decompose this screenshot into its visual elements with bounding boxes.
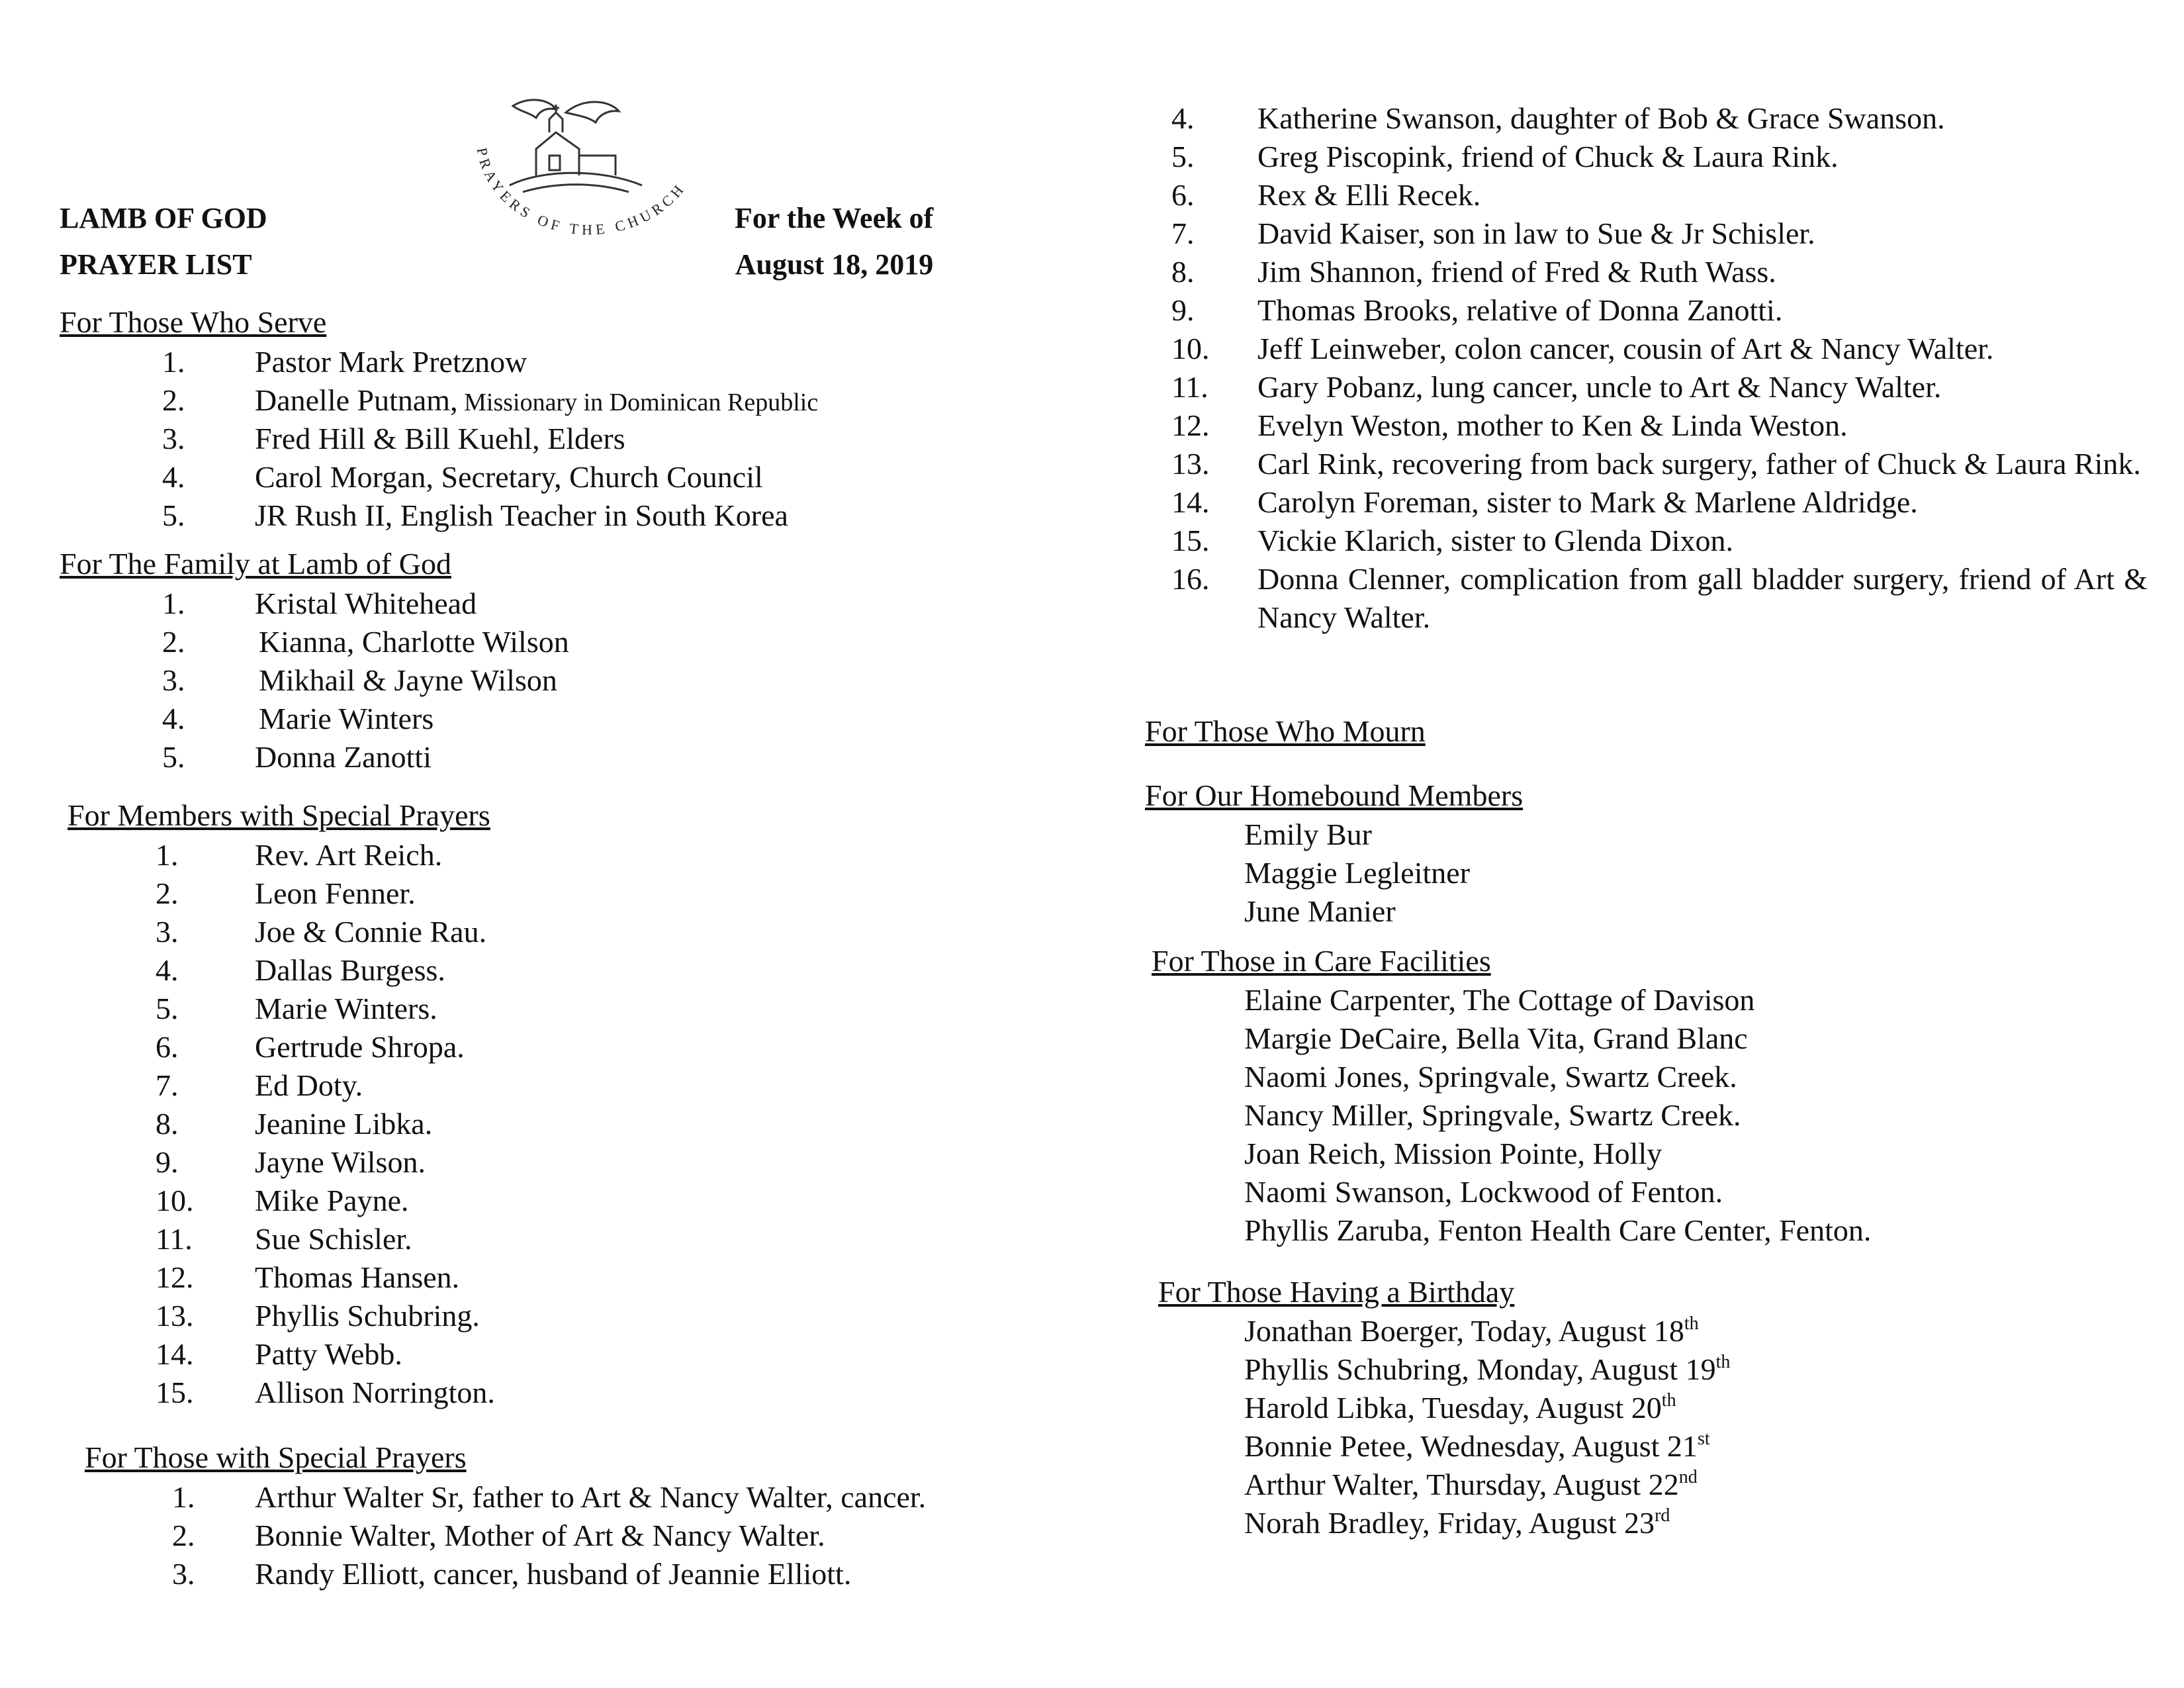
prayer-request: Jim Shannon, friend of Fred & Ruth Wass. (1257, 255, 1776, 289)
homebound-list (1244, 816, 1470, 931)
list-item: 4. Dallas Burgess. (156, 951, 1016, 990)
list-item: 15. Allison Norrington. (156, 1374, 1016, 1412)
list-item: 8. Jeanine Libka. (156, 1105, 1016, 1143)
prayer-request: Rex & Elli Recek. (1257, 178, 1481, 212)
list-item: 16. Donna Clenner, complication from gall bladder surgery, friend of Art & Nancy Walter. (1171, 560, 2148, 637)
member-name: Thomas Hansen. (255, 1260, 460, 1294)
ordinal-suffix: st (1697, 1429, 1710, 1449)
section-title-serve: For Those Who Serve (60, 305, 327, 339)
section-title-mourn: For Those Who Mourn (1145, 714, 1426, 748)
list-item: 9. Thomas Brooks, relative of Donna Zanotti. (1171, 291, 2148, 330)
member-name: Mike Payne. (255, 1184, 409, 1217)
section-title-birthday: For Those Having a Birthday (1158, 1275, 1515, 1309)
list-item: 4. Carol Morgan, Secretary, Church Council (162, 458, 1023, 496)
member-name: Joe & Connie Rau. (255, 915, 487, 949)
serve-name: Danelle Putnam, (255, 383, 458, 417)
document-title (60, 195, 267, 288)
ordinal-suffix: th (1684, 1313, 1699, 1334)
list-item: 6. Gertrude Shropa. (156, 1028, 1016, 1066)
birthday-text: Arthur Walter, Thursday, August 22 (1244, 1468, 1679, 1501)
member-name: Jeanine Libka. (255, 1107, 433, 1141)
list-item: 5. Greg Piscopink, friend of Chuck & Laura Rink. (1171, 138, 2148, 176)
care-list (1244, 981, 1871, 1250)
serve-name: Pastor Mark Pretznow (255, 345, 527, 379)
list-item: 2. Leon Fenner. (156, 874, 1016, 913)
member-name: Patty Webb. (255, 1337, 402, 1371)
dove-icon (566, 102, 619, 122)
birthday-text: Bonnie Petee, Wednesday, August 21 (1244, 1429, 1698, 1463)
svg-text:PRAYERS OF THE CHURCH (474, 146, 689, 238)
list-item: 2. Bonnie Walter, Mother of Art & Nancy Walter. (172, 1519, 825, 1552)
serve-role: Missionary in Dominican Republic (457, 389, 819, 416)
church-icon (510, 105, 642, 192)
list-item: Maggie Legleitner (1244, 856, 1471, 890)
ordinal-suffix: th (1661, 1390, 1676, 1411)
list-item: Margie DeCaire, Bella Vita, Grand Blanc (1244, 1021, 1748, 1055)
birthday-text: Harold Libka, Tuesday, August 20 (1244, 1391, 1662, 1425)
list-item: 5. JR Rush II, English Teacher in South Korea (162, 496, 1023, 535)
list-item: 3. Randy Elliott, cancer, husband of Jeannie Elliott. (172, 1557, 852, 1591)
prayers-of-the-church-logo (450, 93, 715, 245)
list-item (1244, 1427, 1730, 1466)
left-column (60, 0, 1032, 1688)
member-name: Dallas Burgess. (255, 953, 445, 987)
section-title-special: For Those with Special Prayers (85, 1440, 467, 1474)
serve-name: JR Rush II, English Teacher in South Korea (255, 498, 788, 532)
list-item: Elaine Carpenter, The Cottage of Davison (1244, 983, 1755, 1017)
list-item: 3. Mikhail & Jayne Wilson (162, 663, 557, 697)
list-item: 6. Rex & Elli Recek. (1171, 176, 2148, 214)
list-item: 10. Jeff Leinweber, colon cancer, cousin of Art & Nancy Walter. (1171, 330, 2148, 368)
prayer-request: Vickie Klarich, sister to Glenda Dixon. (1257, 524, 1733, 557)
prayer-request: Greg Piscopink, friend of Chuck & Laura Rink. (1257, 140, 1839, 173)
title-line-2: PRAYER LIST (60, 248, 252, 281)
list-item: 1. Kristal Whitehead (162, 586, 477, 620)
prayer-request: Jeff Leinweber, colon cancer, cousin of Art & Nancy Walter. (1257, 332, 1994, 365)
list-item: 15. Vickie Klarich, sister to Glenda Dixon. (1171, 522, 2148, 560)
birthday-text: Phyllis Schubring, Monday, August 19 (1244, 1352, 1716, 1386)
birthday-text: Norah Bradley, Friday, August 23 (1244, 1506, 1655, 1540)
list-item: 9. Jayne Wilson. (156, 1143, 1016, 1182)
week-label: For the Week of (735, 202, 934, 234)
list-item: Emily Bur (1244, 818, 1372, 851)
member-name: Gertrude Shropa. (255, 1030, 465, 1064)
list-item: 3. Joe & Connie Rau. (156, 913, 1016, 951)
list-item: 1. Arthur Walter Sr, father to Art & Nancy Walter, cancer. (172, 1480, 927, 1514)
member-name: Allison Norrington. (255, 1376, 495, 1409)
birthday-text: Jonathan Boerger, Today, August 18 (1244, 1314, 1684, 1348)
members-list (156, 836, 1016, 1412)
ordinal-suffix: th (1715, 1352, 1731, 1372)
logo-arc-text: PRAYERS OF THE CHURCH (473, 146, 690, 238)
right-column (1145, 0, 2151, 1688)
list-item: June Manier (1244, 894, 1396, 928)
list-item: 4. Marie Winters (162, 702, 434, 735)
prayer-request: Carl Rink, recovering from back surgery, father of Chuck & Laura Rink. (1257, 447, 2141, 481)
member-name: Marie Winters. (255, 992, 437, 1025)
list-item: 5. Marie Winters. (156, 990, 1016, 1028)
prayer-request: Donna Clenner, complication from gall bladder surgery, friend of Art & Nancy Walter. (1257, 562, 2148, 634)
prayer-request: Gary Pobanz, lung cancer, uncle to Art & Nancy Walter. (1257, 370, 1942, 404)
list-item: 3. Fred Hill & Bill Kuehl, Elders (162, 420, 1023, 458)
ordinal-suffix: nd (1678, 1467, 1698, 1487)
special-list-right (1171, 99, 2148, 637)
title-line-1: LAMB OF GOD (60, 202, 267, 234)
list-item: 12. Thomas Hansen. (156, 1258, 1016, 1297)
prayer-request: Thomas Brooks, relative of Donna Zanotti. (1257, 293, 1783, 327)
member-name: Leon Fenner. (255, 876, 416, 910)
prayer-request: Katherine Swanson, daughter of Bob & Grace Swanson. (1257, 101, 1945, 135)
list-item (1244, 1350, 1730, 1389)
list-item: Nancy Miller, Springvale, Swartz Creek. (1244, 1098, 1741, 1132)
list-item: 14. Carolyn Foreman, sister to Mark & Marlene Aldridge. (1171, 483, 2148, 522)
prayer-request: Carolyn Foreman, sister to Mark & Marlene Aldridge. (1257, 485, 1918, 519)
list-item (1244, 1466, 1730, 1504)
prayer-request: David Kaiser, son in law to Sue & Jr Schisler. (1257, 216, 1815, 250)
special-list-left (172, 1478, 1032, 1593)
family-list (162, 585, 1023, 776)
list-item (1244, 1504, 1730, 1542)
birthday-list (1244, 1312, 1730, 1542)
list-item: Naomi Swanson, Lockwood of Fenton. (1244, 1175, 1723, 1209)
list-item: 12. Evelyn Weston, mother to Ken & Linda Weston. (1171, 406, 2148, 445)
section-title-members: For Members with Special Prayers (68, 798, 490, 832)
list-item (1244, 1312, 1730, 1350)
list-item: 5. Donna Zanotti (162, 740, 432, 774)
serve-list (162, 343, 1023, 535)
list-item: 11. Gary Pobanz, lung cancer, uncle to Art & Nancy Walter. (1171, 368, 2148, 406)
prayer-request: Evelyn Weston, mother to Ken & Linda Weston. (1257, 408, 1848, 442)
list-item: 2. Danelle Putnam, Missionary in Dominican Republic (162, 383, 819, 417)
member-name: Phyllis Schubring. (255, 1299, 480, 1333)
list-item: Naomi Jones, Springvale, Swartz Creek. (1244, 1060, 1737, 1094)
section-title-family: For The Family at Lamb of God (60, 547, 451, 581)
list-item: 4. Katherine Swanson, daughter of Bob & Grace Swanson. (1171, 99, 2148, 138)
member-name: Sue Schisler. (255, 1222, 412, 1256)
section-title-homebound: For Our Homebound Members (1145, 778, 1524, 812)
serve-name: Fred Hill & Bill Kuehl, Elders (255, 422, 625, 455)
list-item: 13. Phyllis Schubring. (156, 1297, 1016, 1335)
list-item: 13. Carl Rink, recovering from back surgery, father of Chuck & Laura Rink. (1171, 445, 2148, 483)
member-name: Jayne Wilson. (255, 1145, 426, 1179)
member-name: Rev. Art Reich. (255, 838, 443, 872)
list-item: Phyllis Zaruba, Fenton Health Care Center, Fenton. (1244, 1213, 1872, 1247)
list-item: 11. Sue Schisler. (156, 1220, 1016, 1258)
list-item: 14. Patty Webb. (156, 1335, 1016, 1374)
week-date-value: August 18, 2019 (735, 248, 934, 281)
list-item: Joan Reich, Mission Pointe, Holly (1244, 1137, 1662, 1170)
ordinal-suffix: rd (1655, 1505, 1670, 1526)
list-item: 7. David Kaiser, son in law to Sue & Jr Schisler. (1171, 214, 2148, 253)
serve-name: Carol Morgan, Secretary, Church Council (255, 460, 763, 494)
list-item: 1. Rev. Art Reich. (156, 836, 1016, 874)
list-item: 1. Pastor Mark Pretznow (162, 343, 1023, 381)
dove-icon (513, 100, 556, 118)
list-item (1244, 1389, 1730, 1427)
week-date (735, 195, 933, 288)
list-item: 10. Mike Payne. (156, 1182, 1016, 1220)
list-item: 8. Jim Shannon, friend of Fred & Ruth Wass. (1171, 253, 2148, 291)
member-name: Ed Doty. (255, 1068, 363, 1102)
list-item: 7. Ed Doty. (156, 1066, 1016, 1105)
list-item: 2. Kianna, Charlotte Wilson (162, 625, 569, 659)
section-title-care: For Those in Care Facilities (1152, 944, 1491, 978)
